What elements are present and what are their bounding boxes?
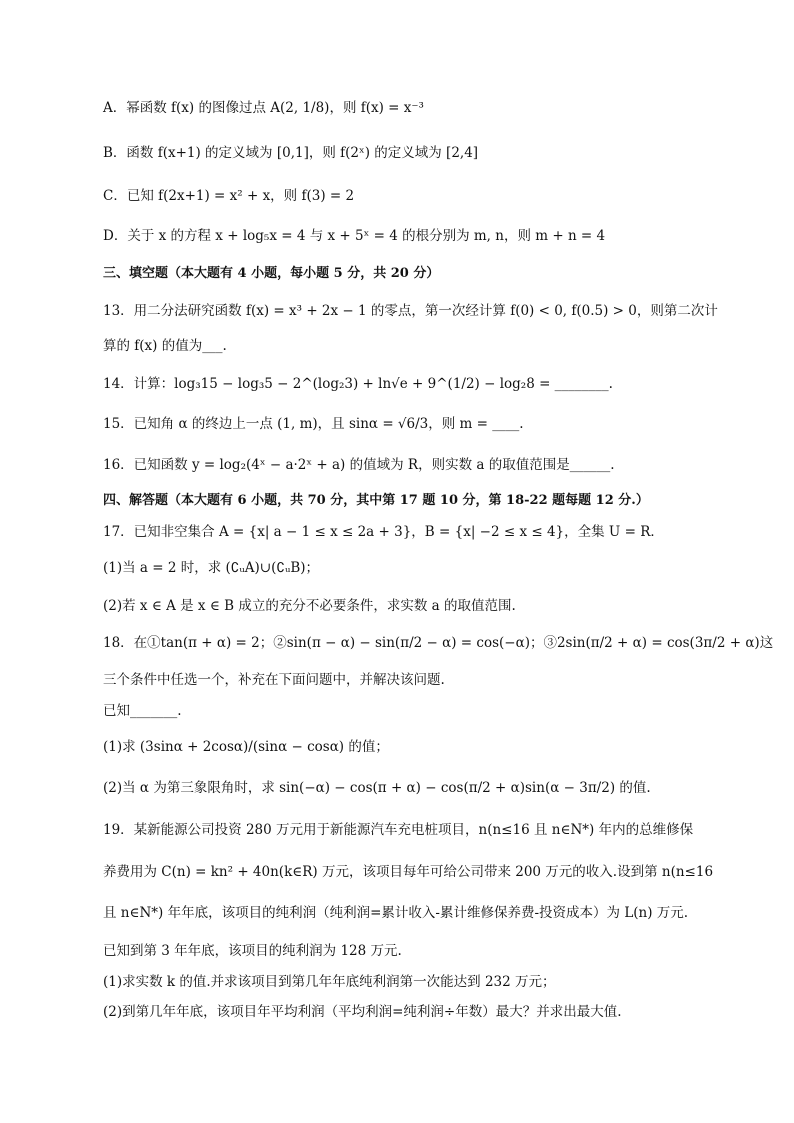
question-19-line-2: 养费用为 C(n) = kn² + 40n(k∈R) 万元，该项目每年可给公司带来 200 万元的收入.设到第 n(n≤16 <box>103 864 714 880</box>
option-a: A．幂函数 f(x) 的图像过点 A(2, 1/8)，则 f(x) = x⁻³ <box>103 100 424 116</box>
section-3-heading: 三、填空题（本大题有 4 小题，每小题 5 分，共 20 分） <box>103 266 440 281</box>
question-13-line-2: 算的 f(x) 的值为___. <box>103 338 227 354</box>
question-15: 15．已知角 α 的终边上一点 (1, m)，且 sinα = √6/3，则 m = ____. <box>103 416 524 432</box>
question-14: 14．计算：log₃15 − log₃5 − 2^(log₂3) + ln√e + 9^(1/2) − log₂8 = ________. <box>103 376 613 392</box>
question-18-line-1: 18．在①tan(π + α) = 2；②sin(π − α) − sin(π/2 − α) = cos(−α)；③2sin(π/2 + α) = cos(3π/2 + α)这 <box>103 635 774 651</box>
question-18-part-1: (1)求 (3sinα + 2cosα)/(sinα − cosα) 的值； <box>103 739 389 755</box>
question-19-line-4: 已知到第 3 年年底，该项目的纯利润为 128 万元. <box>103 943 402 959</box>
option-d: D．关于 x 的方程 x + log₅x = 4 与 x + 5ˣ = 4 的根分别为 m, n，则 m + n = 4 <box>103 228 606 244</box>
question-18-part-2: (2)当 α 为第三象限角时，求 sin(−α) − cos(π + α) − cos(π/2 + α)sin(α − 3π/2) 的值. <box>103 780 651 796</box>
question-17-part-2: (2)若 x ∈ A 是 x ∈ B 成立的充分不必要条件，求实数 a 的取值范围. <box>103 598 516 614</box>
question-16: 16．已知函数 y = log₂(4ˣ − a·2ˣ + a) 的值域为 R，则实数 a 的取值范围是______. <box>103 457 615 473</box>
question-19-line-3: 且 n∈N*) 年年底，该项目的纯利润（纯利润=累计收入-累计维修保养费-投资成本）为 L(n) 万元. <box>103 905 689 921</box>
option-c: C．已知 f(2x+1) = x² + x，则 f(3) = 2 <box>103 188 355 204</box>
question-19-part-1: (1)求实数 k 的值.并求该项目到第几年年底纯利润第一次能达到 232 万元； <box>103 974 556 990</box>
question-19-line-1: 19．某新能源公司投资 280 万元用于新能源汽车充电桩项目，n(n≤16 且 n∈N*) 年内的总维修保 <box>103 822 694 838</box>
question-13-line-1: 13．用二分法研究函数 f(x) = x³ + 2x − 1 的零点，第一次经计算 f(0) < 0, f(0.5) > 0，则第二次计 <box>103 303 718 319</box>
option-b: B．函数 f(x+1) 的定义域为 [0,1]，则 f(2ˣ) 的定义域为 [2,4] <box>103 145 479 161</box>
section-4-heading: 四、解答题（本大题有 6 小题，共 70 分，其中第 17 题 10 分，第 18-22 题每题 12 分.） <box>103 493 649 508</box>
question-18-line-2: 三个条件中任选一个，补充在下面问题中，并解决该问题. <box>103 672 445 688</box>
question-18-given: 已知_______. <box>103 703 182 719</box>
question-17-part-1: (1)当 a = 2 时，求 (∁ᵤA)∪(∁ᵤB)； <box>103 560 320 576</box>
question-19-part-2: (2)到第几年年底，该项目年平均利润（平均利润=纯利润÷年数）最大？并求出最大值. <box>103 1004 622 1020</box>
question-17: 17．已知非空集合 A = {x| a − 1 ≤ x ≤ 2a + 3}，B = {x| −2 ≤ x ≤ 4}，全集 U = R． <box>103 524 664 540</box>
